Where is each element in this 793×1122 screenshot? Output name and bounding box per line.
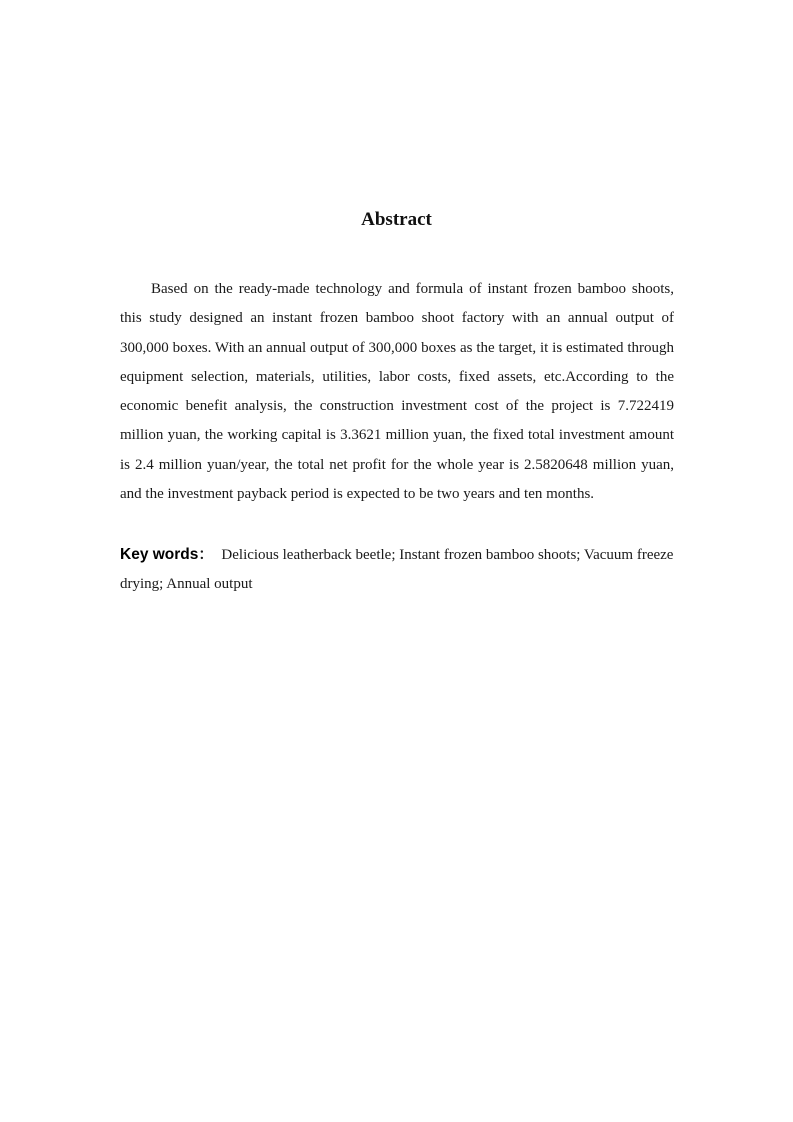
abstract-paragraph xyxy=(120,275,674,509)
abstract-body-text: Based on the ready-made technology and formula of instant frozen bamboo shoots, this study designed an instant frozen bamboo shoot factory with an annual output of 300,000 boxes. With an annual output of 300,000 boxes as the target, it is estimated through equipment selection, materials, utilities, labor costs, fixed assets, etc.According to the economic benefit analysis, the construction investment cost of the project is 7.722419 million yuan, the working capital is 3.3621 million yuan, the fixed total investment amount is 2.4 million yuan/year, the total net profit for the whole year is 2.5820648 million yuan, and the investment payback period is expected to be two years and ten months. xyxy=(120,281,674,503)
keywords-text: Delicious leatherback beetle; Instant frozen bamboo shoots; Vacuum freeze drying; Annual output xyxy=(120,547,674,593)
keywords-label: Key words xyxy=(120,546,199,563)
keywords-line xyxy=(120,540,674,600)
keywords-separator: ： xyxy=(198,546,214,563)
abstract-heading: Abstract xyxy=(361,209,432,230)
